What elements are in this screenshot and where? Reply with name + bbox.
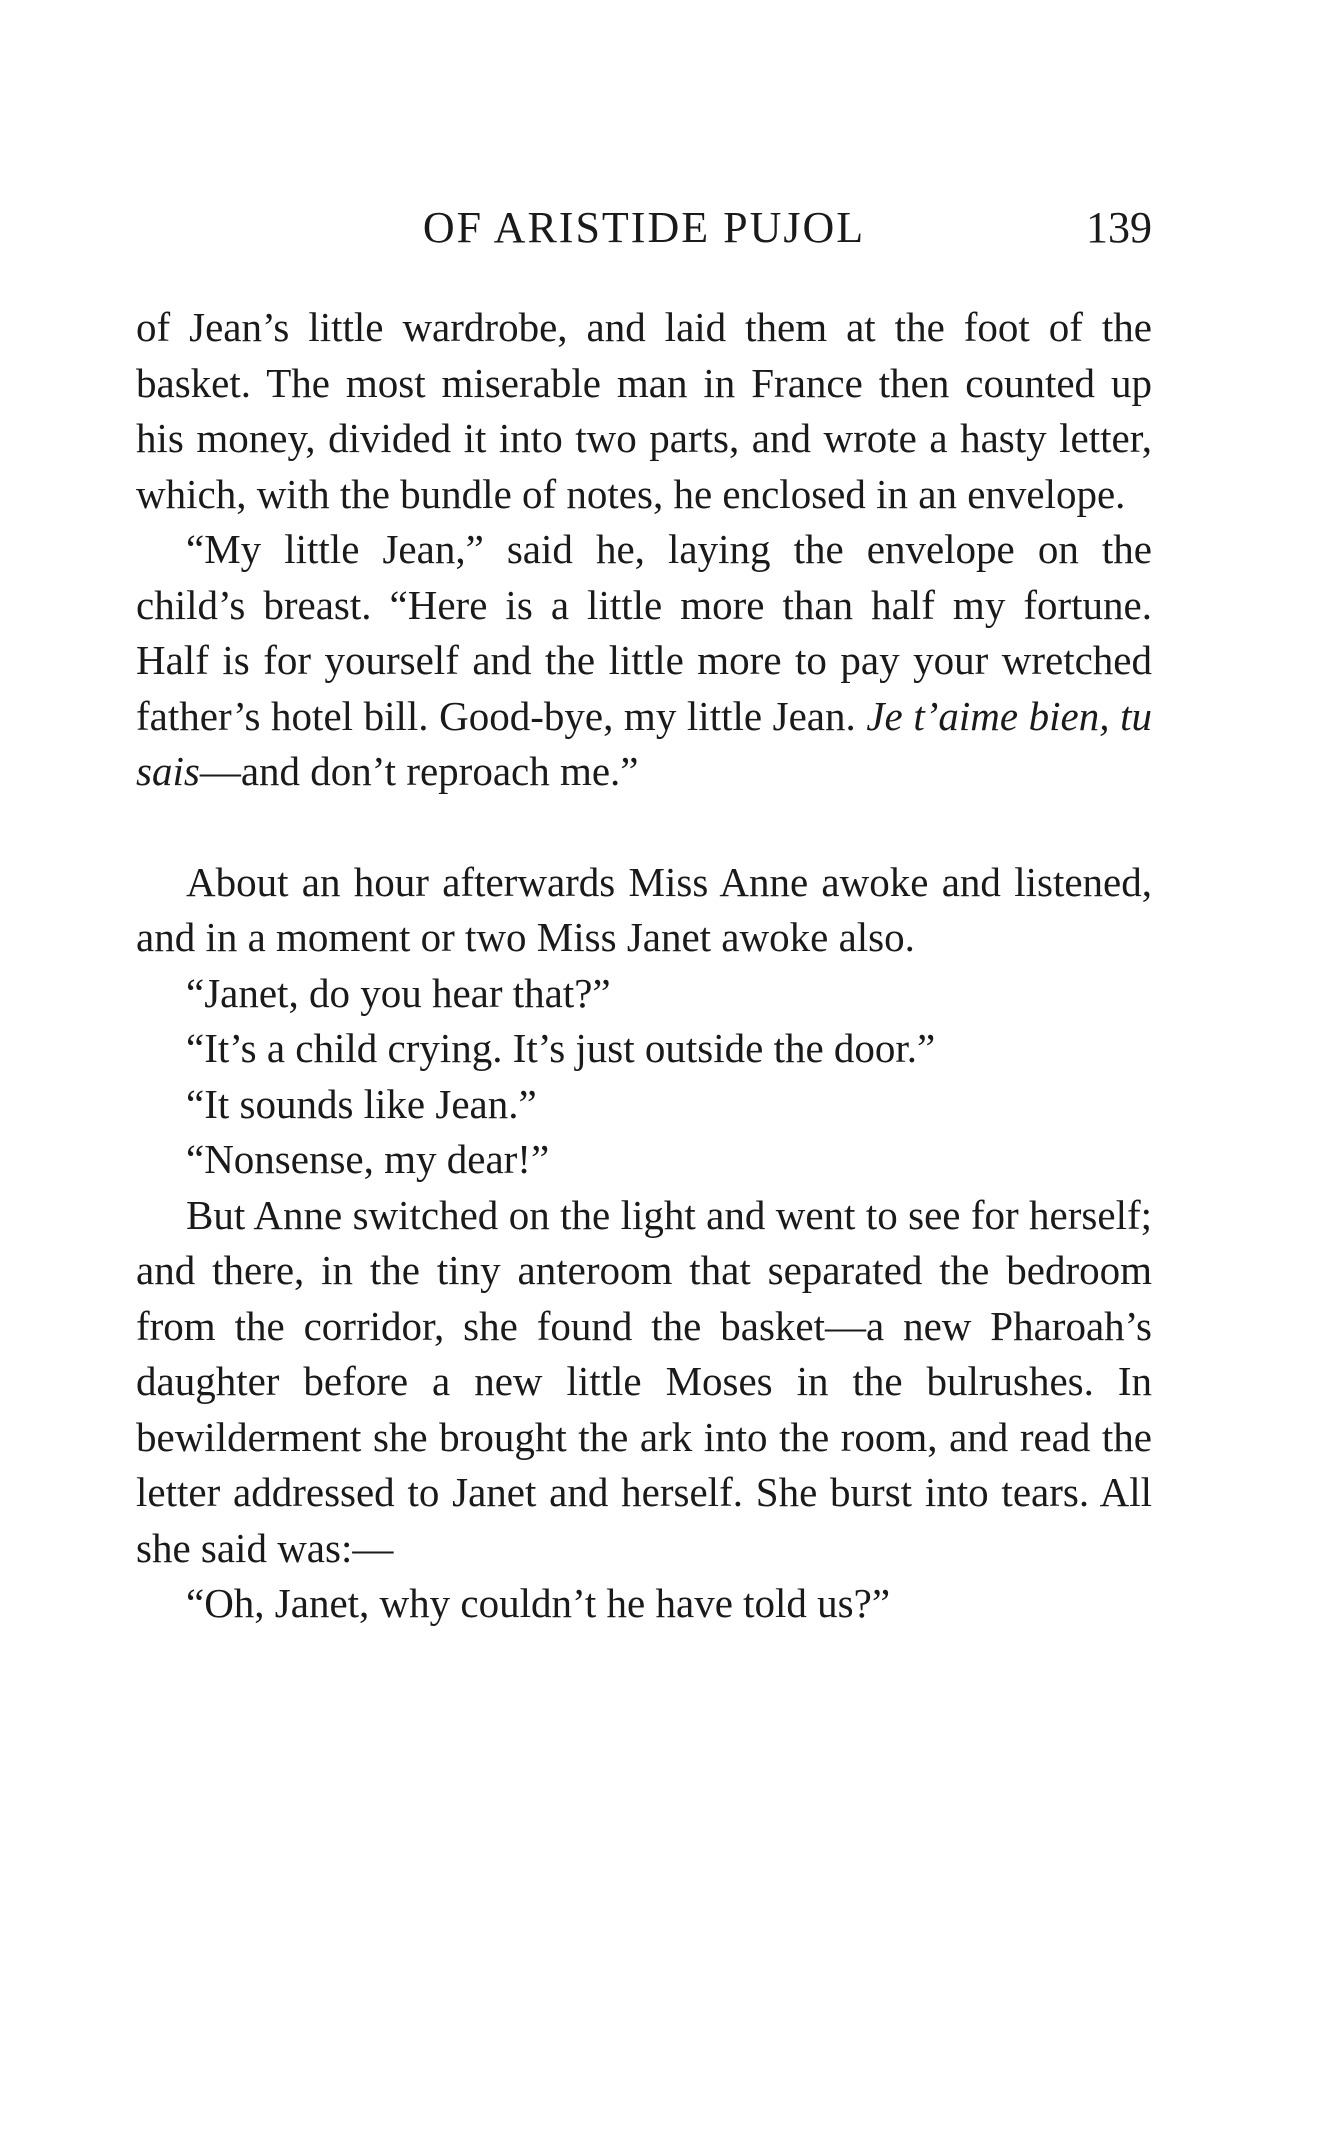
paragraph-2 [136,522,1152,800]
paragraph-3: About an hour afterwards Miss Anne awoke and listened, and in a moment or two Miss Janet awoke also. [136,858,1152,960]
dialogue-line-5: “Oh, Janet, why couldn’t he have told us?” [186,1580,891,1626]
dialogue-line-1: “Janet, do you hear that?” [186,969,611,1016]
paragraph-4: But Anne switched on the light and went to see for herself; and there, in the tiny anteroom that separated the bedroom from the corridor, she found the basket—a new Pharoah’s daughter before a new little Moses in the bulrushes. In bewilderment she brought the ark into the room, and read the letter addressed to Janet and herself. She burst into tears. All she said was:— [136,1191,1152,1571]
dialogue-line-3: “It sounds like Jean.” [186,1080,537,1127]
dialogue-line-2: “It’s a child crying. It’s just outside the door.” [186,1025,936,1071]
paragraph-1: of Jean’s little wardrobe, and laid them at the foot of the basket. The most miserable man in France then counted up his money, divided it into two parts, and wrote a hasty letter, which, with the bundle of notes, he enclosed in an envelope. [136,304,1152,517]
paragraph-2-text: “My little Jean,” said he, laying the envelope on the child’s breast. “Here is a little more than half my fortune. Half is for yourself and the little more to pay your wretched father’s hotel bill. Good-bye, my little Jean. [136,526,1152,739]
paragraph-2-italic-phrase: Je t’aime bien, tu sais [136,692,1152,794]
page-header [136,202,1152,262]
page-number: 139 [1086,203,1152,252]
running-title: OF ARISTIDE PUJOL [422,203,866,252]
body-text [136,300,1152,1632]
section-break [136,800,1152,855]
dialogue-line-4: “Nonsense, my dear!” [186,1136,550,1182]
paragraph-2-end: —and don’t reproach me.” [199,748,639,794]
